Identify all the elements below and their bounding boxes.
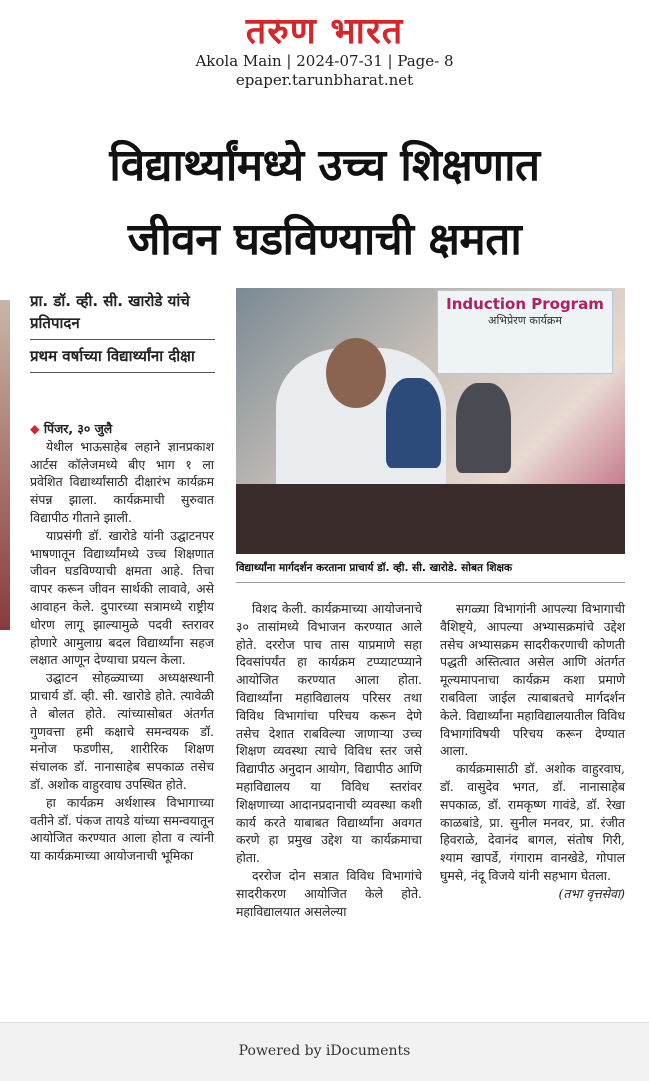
banner-title: Induction Program	[446, 295, 604, 313]
diamond-icon: ◆	[30, 421, 44, 436]
table	[236, 484, 625, 554]
divider	[30, 339, 215, 340]
divider	[30, 372, 215, 373]
banner-subtitle: अभिप्रेरण कार्यक्रम	[488, 314, 562, 327]
logo-text: तरुण भारत	[245, 11, 404, 52]
signoff: (तभा वृत्तसेवा)	[558, 885, 625, 901]
paragraph: हा कार्यक्रम अर्थशास्त्र विभागाच्या वतीने डॉ. पंकज तायडे यांच्या समन्वयातून आयोजित करण्यात आला होता व त्यांनी या कार्यक्रमाच्या आयोजनाची भूमिका	[30, 794, 214, 864]
paragraph: येथील भाऊसाहेब लहाने ज्ञानप्रकाश आर्टस कॉलेजमध्ये बीए भाग १ ला प्रवेशित विद्यार्थ्यांसाठी दीक्षारंभ कार्यक्रम संपन्न झाला. कार्यक्रमाची सुरुवात विद्यापीठ गीताने झाली.	[30, 438, 214, 525]
headline-line-2: जीवन घडविण्याची क्षमता	[127, 214, 522, 265]
footer	[0, 1022, 649, 1081]
masthead	[0, 12, 649, 90]
dateline-text: पिंजर, ३० जुलै	[43, 421, 113, 436]
paragraph: विशद केली. कार्यक्रमाच्या आयोजनाचे ३० तासांमध्ये विभाजन करण्यात आले होते. दररोज पाच तास याप्रमाणे सहा दिवसांपर्यंत हा कार्यक्रम टप्प्याटप्प्याने आयोजित करण्यात आला होता. विद्यार्थ्यांना महाविद्यालय परिसर तथा विविध विभागांचा परिचय करून देणे तसेच देशात राबविल्या जाणाऱ्या उच्च शिक्षण व्यवस्था त्याचे विविध स्तर जसे विद्यापीठ अनुदान आयोग, विद्यापीठ आणि महाविद्यालय या विविध स्तरांवर शिक्षणाच्या आदानप्रदानाची व्यवस्था कशी कार्य करते याबाबत विद्यार्थ्यांना अवगत करणे हा प्रमुख उद्देश या कार्यक्रमाचा होता.	[236, 601, 422, 866]
photo-caption: विद्यार्थ्यांना मार्गदर्शन करताना प्राचार्य डॉ. व्ही. सी. खारोडे. सोबत शिक्षक	[236, 560, 625, 583]
adjacent-article-edge	[0, 300, 14, 1000]
dateline	[30, 420, 214, 438]
paragraph: याप्रसंगी डॉ. खारोडे यांनी उद्घाटनपर भाषणातून विद्यार्थ्यांमध्ये उच्च शिक्षणात जीवन घडविण्याची क्षमता आहे. तिचा वापर करून जीवन सार्थकी लावावे, असे आवाहन केले. दुपारच्या सत्रामध्ये राष्ट्रीय धोरण लागू झाल्यामुळे पदवी स्तरावर होणारे आमुलाग्र बदल विद्यार्थ्यांना सहज लक्षात आणून देण्याचा प्रयत्न केला.	[30, 527, 214, 668]
paragraph: कार्यक्रमासाठी डॉ. अशोक वाहुरवाघ, डॉ. वासुदेव भगत, डॉ. नानासाहेब सपकाळ, डॉ. रामकृष्ण गावंडे, डॉ. रेखा काळबांडे, प्रा. सुनील मनवर, प्रा. रंजीत हिवराळे, देवानंद बागल, संतोष गिरी, श्याम खापर्डे, गंगाराम वानखेडे, गोपाल घुमसे, नंदू विजये यांनी सहभाग घेतला.	[440, 761, 625, 883]
article-column-3	[440, 600, 625, 903]
subheadings	[30, 290, 215, 378]
article-column-1	[30, 420, 214, 865]
powered-by-link[interactable]: Powered by iDocuments	[238, 1043, 411, 1059]
newspaper-logo[interactable]	[0, 12, 649, 52]
event-photo	[236, 288, 625, 554]
paragraph: सगळ्या विभागांनी आपल्या विभागाची वैशिष्ट्ये, आपल्या अभ्यासक्रमांचे उद्देश तसेच अभ्यासक्रम सादरीकरणाची कोणती पद्धती अस्तित्वात असेल आणि अंतर्गत मूल्यमापनाचा कार्यक्रम कशा प्रमाणे राबविला जाईल त्याबाबतचे मार्गदर्शन केले. विद्यार्थ्यांना महाविद्यालयातील विविध विभागांविषयी परिचय करून देण्यात आला.	[440, 601, 625, 759]
site-url[interactable]: epaper.tarunbharat.net	[235, 71, 414, 89]
subhead-1: प्रा. डॉ. व्ही. सी. खारोडे यांचे प्रतिपादन	[30, 292, 190, 332]
paragraph: दररोज दोन सत्रात विविध विभागांचे सादरीकरण आयोजित केले होते. महाविद्यालयात असलेल्या	[236, 867, 422, 919]
headline-line-1: विद्यार्थ्यांमध्ये उच्च शिक्षणात	[109, 140, 540, 191]
paragraph: उद्घाटन सोहळ्याच्या अध्यक्षस्थानी प्राचार्य डॉ. व्ही. सी. खारोडे होते. त्यावेळी ते बोलत होते. त्यांच्यासोबत अंतर्गत गुणवत्ता हमी कक्षाचे समन्वयक डॉ. मनोज फडणीस, शारीरिक शिक्षण संचालक डॉ. नानासाहेब सपकाळ तसेच डॉ. अशोक वाहुरवाघ उपस्थित होते.	[30, 670, 214, 792]
subhead-2: प्रथम वर्षाच्या विद्यार्थ्यांना दीक्षा	[30, 347, 195, 365]
seated-person-2	[456, 383, 511, 473]
seated-person-1	[386, 378, 441, 468]
article-column-2	[236, 600, 422, 920]
edition-line: Akola Main | 2024-07-31 | Page- 8	[195, 52, 454, 70]
speaker-head	[326, 338, 386, 408]
photo-banner	[437, 290, 613, 374]
